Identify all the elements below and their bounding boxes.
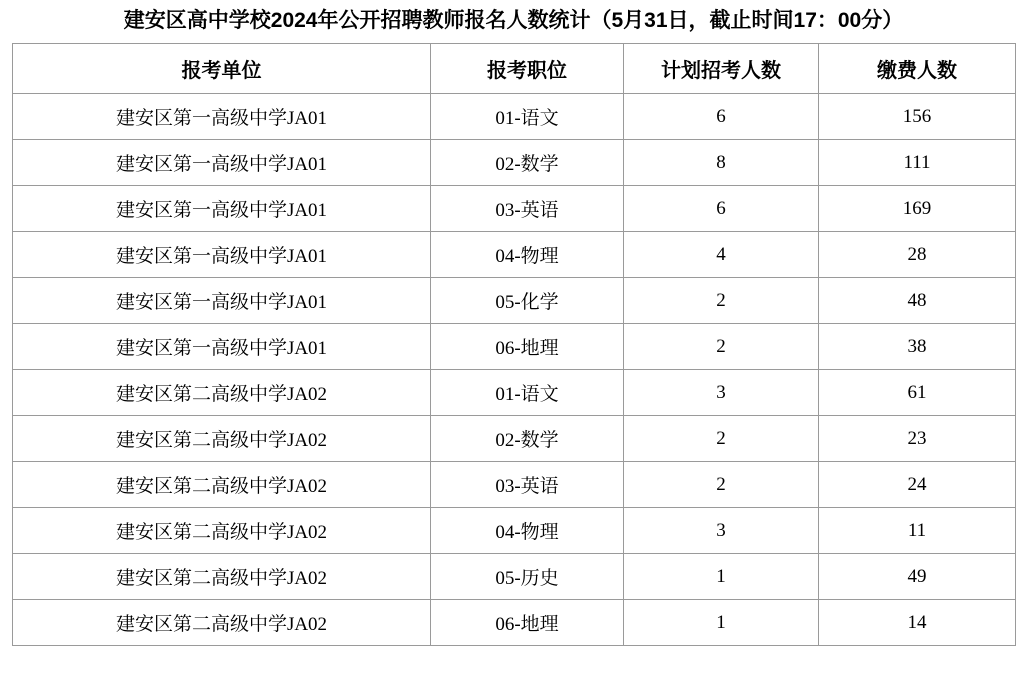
column-header-plan: 计划招考人数: [624, 44, 819, 94]
cell-plan: 6: [624, 94, 819, 140]
table-row: [13, 140, 1016, 186]
table-row: [13, 462, 1016, 508]
table-row: [13, 324, 1016, 370]
cell-paid: 49: [819, 554, 1016, 600]
cell-plan: 1: [624, 600, 819, 646]
cell-unit: 建安区第一高级中学JA01: [13, 232, 431, 278]
cell-post: 03-英语: [431, 462, 624, 508]
cell-post: 02-数学: [431, 140, 624, 186]
table-row: [13, 508, 1016, 554]
cell-plan: 6: [624, 186, 819, 232]
cell-paid: 38: [819, 324, 1016, 370]
cell-unit: 建安区第一高级中学JA01: [13, 278, 431, 324]
table-row: [13, 278, 1016, 324]
table-header-row: [13, 44, 1016, 94]
cell-post: 04-物理: [431, 508, 624, 554]
cell-post: 04-物理: [431, 232, 624, 278]
page-title: 建安区高中学校2024年公开招聘教师报名人数统计（5月31日，截止时间17：00分）: [123, 9, 904, 32]
cell-unit: 建安区第二高级中学JA02: [13, 508, 431, 554]
table-body: [13, 94, 1016, 646]
table-row: [13, 554, 1016, 600]
cell-post: 06-地理: [431, 600, 624, 646]
cell-post: 01-语文: [431, 94, 624, 140]
cell-unit: 建安区第二高级中学JA02: [13, 462, 431, 508]
cell-post: 01-语文: [431, 370, 624, 416]
cell-paid: 111: [819, 140, 1016, 186]
cell-post: 03-英语: [431, 186, 624, 232]
cell-unit: 建安区第一高级中学JA01: [13, 186, 431, 232]
cell-plan: 2: [624, 278, 819, 324]
table-row: [13, 232, 1016, 278]
cell-post: 06-地理: [431, 324, 624, 370]
table-row: [13, 186, 1016, 232]
table-header: [13, 44, 1016, 94]
cell-paid: 28: [819, 232, 1016, 278]
cell-post: 05-化学: [431, 278, 624, 324]
cell-plan: 1: [624, 554, 819, 600]
table-row: [13, 600, 1016, 646]
cell-plan: 3: [624, 508, 819, 554]
column-header-paid: 缴费人数: [819, 44, 1016, 94]
cell-plan: 3: [624, 370, 819, 416]
cell-plan: 2: [624, 462, 819, 508]
cell-post: 02-数学: [431, 416, 624, 462]
cell-plan: 2: [624, 324, 819, 370]
cell-paid: 48: [819, 278, 1016, 324]
cell-paid: 156: [819, 94, 1016, 140]
cell-unit: 建安区第一高级中学JA01: [13, 94, 431, 140]
cell-unit: 建安区第二高级中学JA02: [13, 370, 431, 416]
cell-unit: 建安区第二高级中学JA02: [13, 600, 431, 646]
cell-unit: 建安区第一高级中学JA01: [13, 140, 431, 186]
cell-unit: 建安区第二高级中学JA02: [13, 554, 431, 600]
cell-paid: 61: [819, 370, 1016, 416]
cell-paid: 14: [819, 600, 1016, 646]
table-container: [0, 43, 1027, 646]
cell-paid: 23: [819, 416, 1016, 462]
cell-post: 05-历史: [431, 554, 624, 600]
table-row: [13, 94, 1016, 140]
table-row: [13, 416, 1016, 462]
cell-unit: 建安区第二高级中学JA02: [13, 416, 431, 462]
column-header-unit: 报考单位: [13, 44, 431, 94]
registration-statistics-table: [12, 43, 1016, 646]
table-row: [13, 370, 1016, 416]
column-header-post: 报考职位: [431, 44, 624, 94]
cell-paid: 11: [819, 508, 1016, 554]
cell-plan: 8: [624, 140, 819, 186]
cell-unit: 建安区第一高级中学JA01: [13, 324, 431, 370]
cell-paid: 24: [819, 462, 1016, 508]
cell-plan: 2: [624, 416, 819, 462]
cell-paid: 169: [819, 186, 1016, 232]
cell-plan: 4: [624, 232, 819, 278]
